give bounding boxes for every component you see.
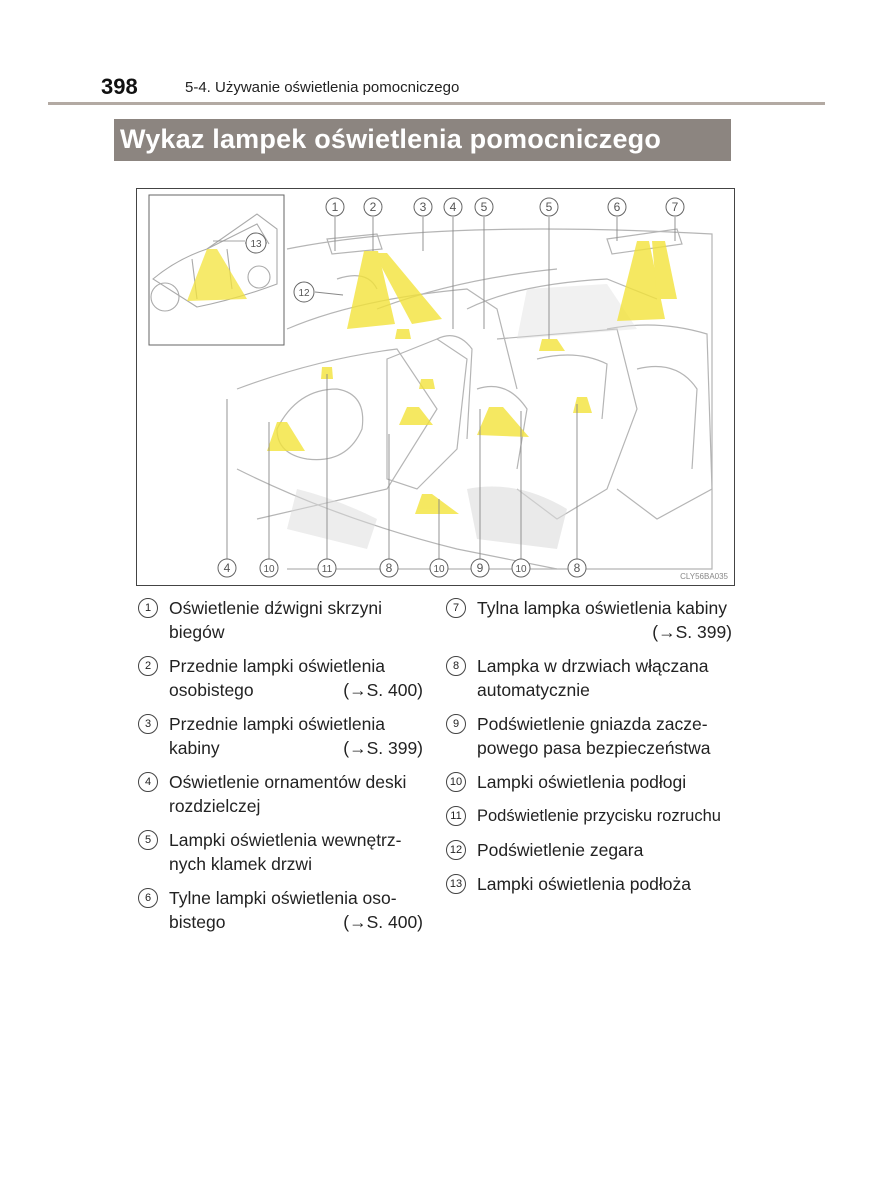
svg-text:10: 10 bbox=[433, 564, 445, 575]
legend-item-5 bbox=[138, 828, 423, 876]
legend-text: Lampki oświetlenia podłoża bbox=[477, 874, 692, 894]
legend-text: osobistego bbox=[169, 680, 254, 700]
legend-number: 3 bbox=[138, 714, 158, 734]
callout-top-5a bbox=[475, 198, 493, 216]
legend-item-7 bbox=[446, 596, 732, 644]
page-reference: (→S. 400) bbox=[343, 912, 423, 932]
legend-text: Oświetlenie dźwigni skrzyni bbox=[169, 598, 382, 618]
svg-text:3: 3 bbox=[419, 200, 427, 214]
svg-text:4: 4 bbox=[449, 200, 457, 214]
legend-text: Lampka w drzwiach włączana bbox=[477, 656, 709, 676]
legend-item-10 bbox=[446, 770, 732, 794]
svg-text:12: 12 bbox=[298, 288, 310, 299]
callout-bottom-10a bbox=[260, 559, 278, 577]
section-title-box bbox=[114, 119, 731, 161]
legend-text: nych klamek drzwi bbox=[169, 854, 312, 874]
legend-text: Podświetlenie zegara bbox=[477, 840, 644, 860]
callout-bottom-10b bbox=[430, 559, 448, 577]
svg-text:5: 5 bbox=[545, 200, 553, 214]
legend-right-column bbox=[446, 596, 732, 906]
legend-text: Tylna lampka oświetlenia kabiny bbox=[477, 598, 727, 618]
legend-item-12 bbox=[446, 838, 732, 862]
legend-item-3 bbox=[138, 712, 423, 760]
legend-number: 13 bbox=[446, 874, 466, 894]
callout-numbers bbox=[218, 198, 684, 577]
svg-text:1: 1 bbox=[331, 200, 339, 214]
legend-number: 4 bbox=[138, 772, 158, 792]
legend-text: automatycznie bbox=[477, 680, 590, 700]
legend-number: 11 bbox=[446, 806, 466, 826]
legend-item-8 bbox=[446, 654, 732, 702]
svg-text:13: 13 bbox=[250, 239, 262, 250]
legend-text: Lampki oświetlenia wewnętrz- bbox=[169, 830, 402, 850]
callout-top-6 bbox=[608, 198, 626, 216]
legend-text: bistego bbox=[169, 912, 226, 932]
legend-item-13 bbox=[446, 872, 732, 896]
callout-13 bbox=[246, 233, 266, 253]
legend-item-2 bbox=[138, 654, 423, 702]
header-rule bbox=[48, 102, 825, 105]
exterior-inset bbox=[149, 195, 284, 345]
callout-bottom-8b bbox=[568, 559, 586, 577]
callout-bottom-11 bbox=[318, 559, 336, 577]
legend-text: powego pasa bezpieczeństwa bbox=[477, 738, 711, 758]
svg-text:9: 9 bbox=[476, 561, 484, 575]
legend-number: 5 bbox=[138, 830, 158, 850]
legend-text: Podświetlenie gniazda zacze- bbox=[477, 714, 708, 734]
page-reference: (→S. 399) bbox=[343, 738, 423, 758]
svg-text:4: 4 bbox=[223, 561, 231, 575]
interior-lighting-illustration bbox=[136, 188, 735, 586]
car-interior-drawing bbox=[137, 189, 734, 585]
legend-number: 7 bbox=[446, 598, 466, 618]
legend-item-6 bbox=[138, 886, 423, 934]
callout-top-5b bbox=[540, 198, 558, 216]
callout-bottom-10c bbox=[512, 559, 530, 577]
figure-code: CLY56BA035 bbox=[680, 572, 728, 581]
callout-bottom-9 bbox=[471, 559, 489, 577]
page-reference: (→S. 400) bbox=[343, 680, 423, 700]
page-number: 398 bbox=[101, 74, 138, 99]
legend-number: 6 bbox=[138, 888, 158, 908]
svg-text:5: 5 bbox=[480, 200, 488, 214]
running-header: 5-4. Używanie oświetlenia pomocniczego bbox=[185, 79, 460, 96]
legend-text: Lampki oświetlenia podłogi bbox=[477, 772, 687, 792]
legend-item-11 bbox=[446, 804, 732, 828]
legend-text: biegów bbox=[169, 622, 225, 642]
callout-12 bbox=[294, 282, 314, 302]
legend-text: kabiny bbox=[169, 738, 220, 758]
legend-text: Oświetlenie ornamentów deski bbox=[169, 772, 407, 792]
svg-text:7: 7 bbox=[671, 200, 679, 214]
legend-text: Tylne lampki oświetlenia oso- bbox=[169, 888, 397, 908]
legend-number: 8 bbox=[446, 656, 466, 676]
legend-item-4 bbox=[138, 770, 423, 818]
section-title: Wykaz lampek oświetlenia pomocniczego bbox=[120, 124, 662, 154]
legend-number: 1 bbox=[138, 598, 158, 618]
legend-text: Przednie lampki oświetlenia bbox=[169, 656, 385, 676]
svg-text:2: 2 bbox=[369, 200, 377, 214]
legend-number: 10 bbox=[446, 772, 466, 792]
svg-text:10: 10 bbox=[515, 564, 527, 575]
legend-item-9 bbox=[446, 712, 732, 760]
callout-top-1 bbox=[326, 198, 344, 216]
legend-text: Podświetlenie przycisku rozruchu bbox=[477, 807, 721, 825]
legend-number: 2 bbox=[138, 656, 158, 676]
legend-text: Przednie lampki oświetlenia bbox=[169, 714, 385, 734]
legend-number: 12 bbox=[446, 840, 466, 860]
callout-top-2 bbox=[364, 198, 382, 216]
legend-item-1 bbox=[138, 596, 423, 644]
callout-top-3 bbox=[414, 198, 432, 216]
callout-top-4 bbox=[444, 198, 462, 216]
interior-shading bbox=[287, 284, 637, 549]
svg-text:10: 10 bbox=[263, 564, 275, 575]
callout-top-7 bbox=[666, 198, 684, 216]
svg-text:11: 11 bbox=[321, 564, 333, 575]
callout-bottom-4 bbox=[218, 559, 236, 577]
legend-left-column bbox=[138, 596, 423, 944]
svg-text:8: 8 bbox=[385, 561, 393, 575]
svg-text:8: 8 bbox=[573, 561, 581, 575]
svg-text:6: 6 bbox=[613, 200, 621, 214]
legend-text: rozdzielczej bbox=[169, 796, 261, 816]
page-reference: (→S. 399) bbox=[652, 622, 732, 642]
callout-bottom-8a bbox=[380, 559, 398, 577]
legend-number: 9 bbox=[446, 714, 466, 734]
